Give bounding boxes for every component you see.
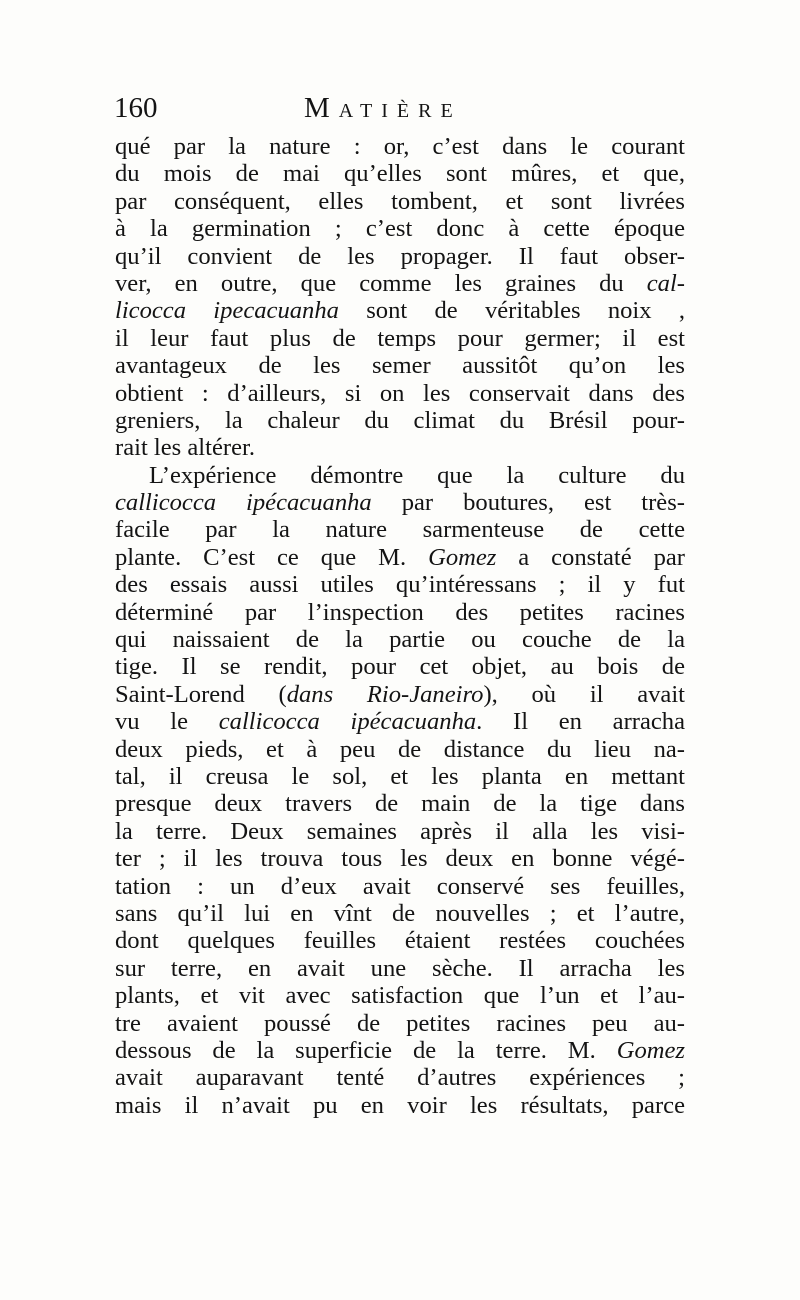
- text-run: rait les altérer.: [115, 434, 255, 462]
- text-run: tation : un d’eux avait conservé ses feuilles,: [115, 872, 685, 900]
- text-line: [115, 681, 685, 708]
- text-line: [115, 982, 685, 1009]
- text-line: [115, 927, 685, 954]
- text-line: [115, 243, 685, 270]
- text-line: [115, 708, 685, 735]
- text-line: [115, 544, 685, 571]
- text-line: [115, 955, 685, 982]
- italic-text: cal-: [646, 269, 685, 297]
- text-run: plante. C’est ce que M.: [115, 543, 429, 571]
- text-run: ), où il avait: [483, 680, 686, 708]
- text-run: tal, il creusa le sol, et les planta en mettant: [115, 762, 685, 790]
- text-run: facile par la nature sarmenteuse de cette: [115, 516, 685, 544]
- text-line: [115, 653, 685, 680]
- text-run: plants, et vit avec satisfaction que l’un et l’au-: [115, 982, 685, 1010]
- text-line: [115, 160, 685, 187]
- text-line: [115, 297, 685, 324]
- italic-text: Gomez: [616, 1036, 685, 1064]
- running-head: Matière: [304, 92, 462, 124]
- text-run: qu’il convient de les propager. Il faut obser-: [115, 242, 685, 270]
- text-run: Saint-Lorend (: [115, 680, 287, 708]
- text-run: par boutures, est très-: [371, 489, 685, 517]
- text-line: [115, 763, 685, 790]
- text-line: [115, 188, 685, 215]
- text-run: obtient : d’ailleurs, si on les conservait dans des: [115, 379, 685, 407]
- italic-text: dans Rio-Janeiro: [286, 680, 484, 708]
- page-number: 160: [114, 92, 158, 124]
- text-line: [115, 462, 685, 489]
- text-line: [115, 845, 685, 872]
- text-line: [115, 1064, 685, 1091]
- text-line: [115, 325, 685, 352]
- text-run: déterminé par l’inspection des petites racines: [115, 598, 685, 626]
- text-line: [115, 407, 685, 434]
- text-line: [115, 790, 685, 817]
- text-run: tige. Il se rendit, pour cet objet, au bois de: [115, 653, 685, 681]
- text-run: avantageux de les semer aussitôt qu’on les: [115, 352, 685, 380]
- text-line: [115, 270, 685, 297]
- text-run: a constaté par: [496, 543, 685, 571]
- text-run: mais il n’avait pu en voir les résultats, parce: [115, 1091, 685, 1119]
- text-run: des essais aussi utiles qu’intéressans ; il y fut: [115, 571, 685, 599]
- text-run: ver, en outre, que comme les graines du: [115, 269, 647, 297]
- text-line: [115, 818, 685, 845]
- text-line: [115, 599, 685, 626]
- text-line: [115, 1092, 685, 1119]
- paragraph: [115, 462, 685, 1119]
- text-run: sont de véritables noix ,: [338, 297, 685, 325]
- text-run: qué par la nature : or, c’est dans le courant: [115, 133, 685, 160]
- text-line: [115, 133, 685, 160]
- text-run: vu le: [115, 708, 219, 736]
- text-run: L’expérience démontre que la culture du: [149, 461, 685, 489]
- text-line: [115, 434, 685, 461]
- text-line: [115, 571, 685, 598]
- text-line: [115, 489, 685, 516]
- text-run: du mois de mai qu’elles sont mûres, et que,: [115, 160, 685, 188]
- text-run: ter ; il les trouva tous les deux en bonne végé-: [115, 845, 685, 873]
- italic-text: callicocca ipécacuanha: [115, 489, 372, 517]
- text-run: par conséquent, elles tombent, et sont livrées: [115, 187, 685, 215]
- text-line: [115, 900, 685, 927]
- text-run: sur terre, en avait une sèche. Il arracha les: [115, 954, 685, 982]
- body-text: [115, 133, 685, 1119]
- text-run: deux pieds, et à peu de distance du lieu na-: [115, 735, 685, 763]
- text-run: tre avaient poussé de petites racines peu au-: [115, 1009, 685, 1037]
- text-line: [115, 215, 685, 242]
- text-line: [115, 873, 685, 900]
- text-run: qui naissaient de la partie ou couche de la: [115, 626, 685, 654]
- text-run: dessous de la superficie de la terre. M.: [115, 1036, 617, 1064]
- italic-text: callicocca ipécacuanha: [218, 708, 477, 736]
- text-run: avait auparavant tenté d’autres expériences ;: [115, 1064, 685, 1092]
- text-line: [115, 380, 685, 407]
- page-header: [114, 92, 684, 132]
- text-line: [115, 516, 685, 543]
- text-run: il leur faut plus de temps pour germer; il est: [115, 324, 685, 352]
- italic-text: licocca ipecacuanha: [115, 297, 339, 325]
- text-line: [115, 352, 685, 379]
- text-line: [115, 626, 685, 653]
- paragraph: [115, 133, 685, 462]
- text-run: dont quelques feuilles étaient restées couchées: [115, 927, 685, 955]
- text-run: la terre. Deux semaines après il alla les visi-: [115, 817, 685, 845]
- text-line: [115, 1010, 685, 1037]
- text-line: [115, 736, 685, 763]
- italic-text: Gomez: [428, 543, 497, 571]
- text-run: à la germination ; c’est donc à cette époque: [115, 215, 685, 243]
- text-run: greniers, la chaleur du climat du Brésil pour-: [115, 406, 685, 434]
- text-run: presque deux travers de main de la tige dans: [115, 790, 685, 818]
- text-run: sans qu’il lui en vînt de nouvelles ; et l’autre,: [115, 899, 685, 927]
- text-line: [115, 1037, 685, 1064]
- text-run: . Il en arracha: [476, 708, 685, 736]
